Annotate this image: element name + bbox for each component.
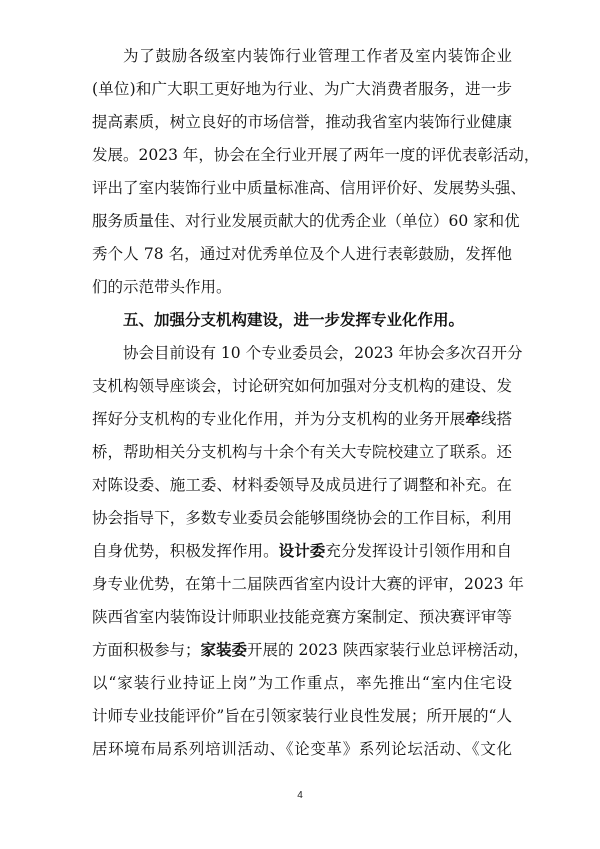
text-line: 以“家装行业持证上岗”为工作重点，率先推出“室内住宅设 bbox=[92, 674, 512, 692]
text-line: 桥，帮助相关分支机构与十余个有关大专院校建立了联系。还 bbox=[92, 443, 512, 461]
text-line: 居环境布局系列培训活动、《论变革》系列论坛活动、《文化 bbox=[92, 740, 512, 758]
document-body bbox=[92, 40, 540, 766]
text-line: 们的示范带头作用。 bbox=[92, 278, 232, 296]
text-line bbox=[92, 535, 512, 568]
text-segment: 充分发挥设计引领作用和自 bbox=[325, 542, 512, 560]
text-line: 陕西省室内装饰设计师职业技能竞赛方案制定、预决赛评审等 bbox=[92, 608, 512, 626]
text-segment: 自身优势，积极发挥作用。 bbox=[92, 542, 279, 560]
text-line: 服务质量佳、对行业发展贡献大的优秀企业（单位）60 家和优 bbox=[92, 212, 520, 230]
text-line bbox=[92, 634, 529, 667]
text-segment: 挥好分支机构的专业化作用，并为分支机构的业务开展 bbox=[92, 410, 466, 428]
page-number: 4 bbox=[297, 790, 303, 801]
text-line: 评出了室内装饰行业中质量标准高、信用评价好、发展势头强、 bbox=[92, 179, 527, 197]
text-line: 对陈设委、施工委、材料委领导及成员进行了调整和补充。在 bbox=[92, 476, 512, 494]
text-line: 提高素质，树立良好的市场信誉，推动我省室内装饰行业健康 bbox=[92, 113, 512, 131]
text-line: 协会指导下，多数专业委员会能够围绕协会的工作目标，利用 bbox=[92, 509, 512, 527]
text-line: 发展。2023 年，协会在全行业开展了两年一度的评优表彰活动， bbox=[92, 146, 540, 164]
paragraph-awards bbox=[92, 40, 540, 304]
text-line: (单位)和广大职工更好地为行业、为广大消费者服务，进一步 bbox=[92, 80, 512, 98]
bold-text: 设计委 bbox=[278, 542, 326, 560]
text-line: 为了鼓励各级室内装饰行业管理工作者及室内装饰企业 bbox=[123, 47, 512, 65]
text-segment: 开展的 2023 陕西家装行业总评榜活动， bbox=[247, 641, 529, 659]
text-segment: 方面积极参与； bbox=[92, 641, 201, 659]
text-line: 支机构领导座谈会，讨论研究如何加强对分支机构的建设、发 bbox=[92, 377, 512, 395]
text-segment: 线搭 bbox=[480, 410, 512, 428]
text-line: 身专业优势，在第十二届陕西省室内设计大赛的评审，2023 年 bbox=[92, 575, 524, 593]
paragraph-branches bbox=[92, 337, 529, 766]
text-line: 秀个人 78 名，通过对优秀单位及个人进行表彰鼓励，发挥他 bbox=[92, 245, 512, 263]
text-line: 计师专业技能评价”旨在引领家装行业良性发展；所开展的“人 bbox=[92, 707, 512, 725]
section-heading: 五、加强分支机构建设，进一步发挥专业化作用。 bbox=[123, 311, 465, 329]
text-line bbox=[92, 403, 512, 436]
bold-text: 牵 bbox=[465, 410, 481, 428]
text-line: 协会目前设有 10 个专业委员会，2023 年协会多次召开分 bbox=[123, 344, 523, 362]
bold-text: 家装委 bbox=[200, 641, 248, 659]
